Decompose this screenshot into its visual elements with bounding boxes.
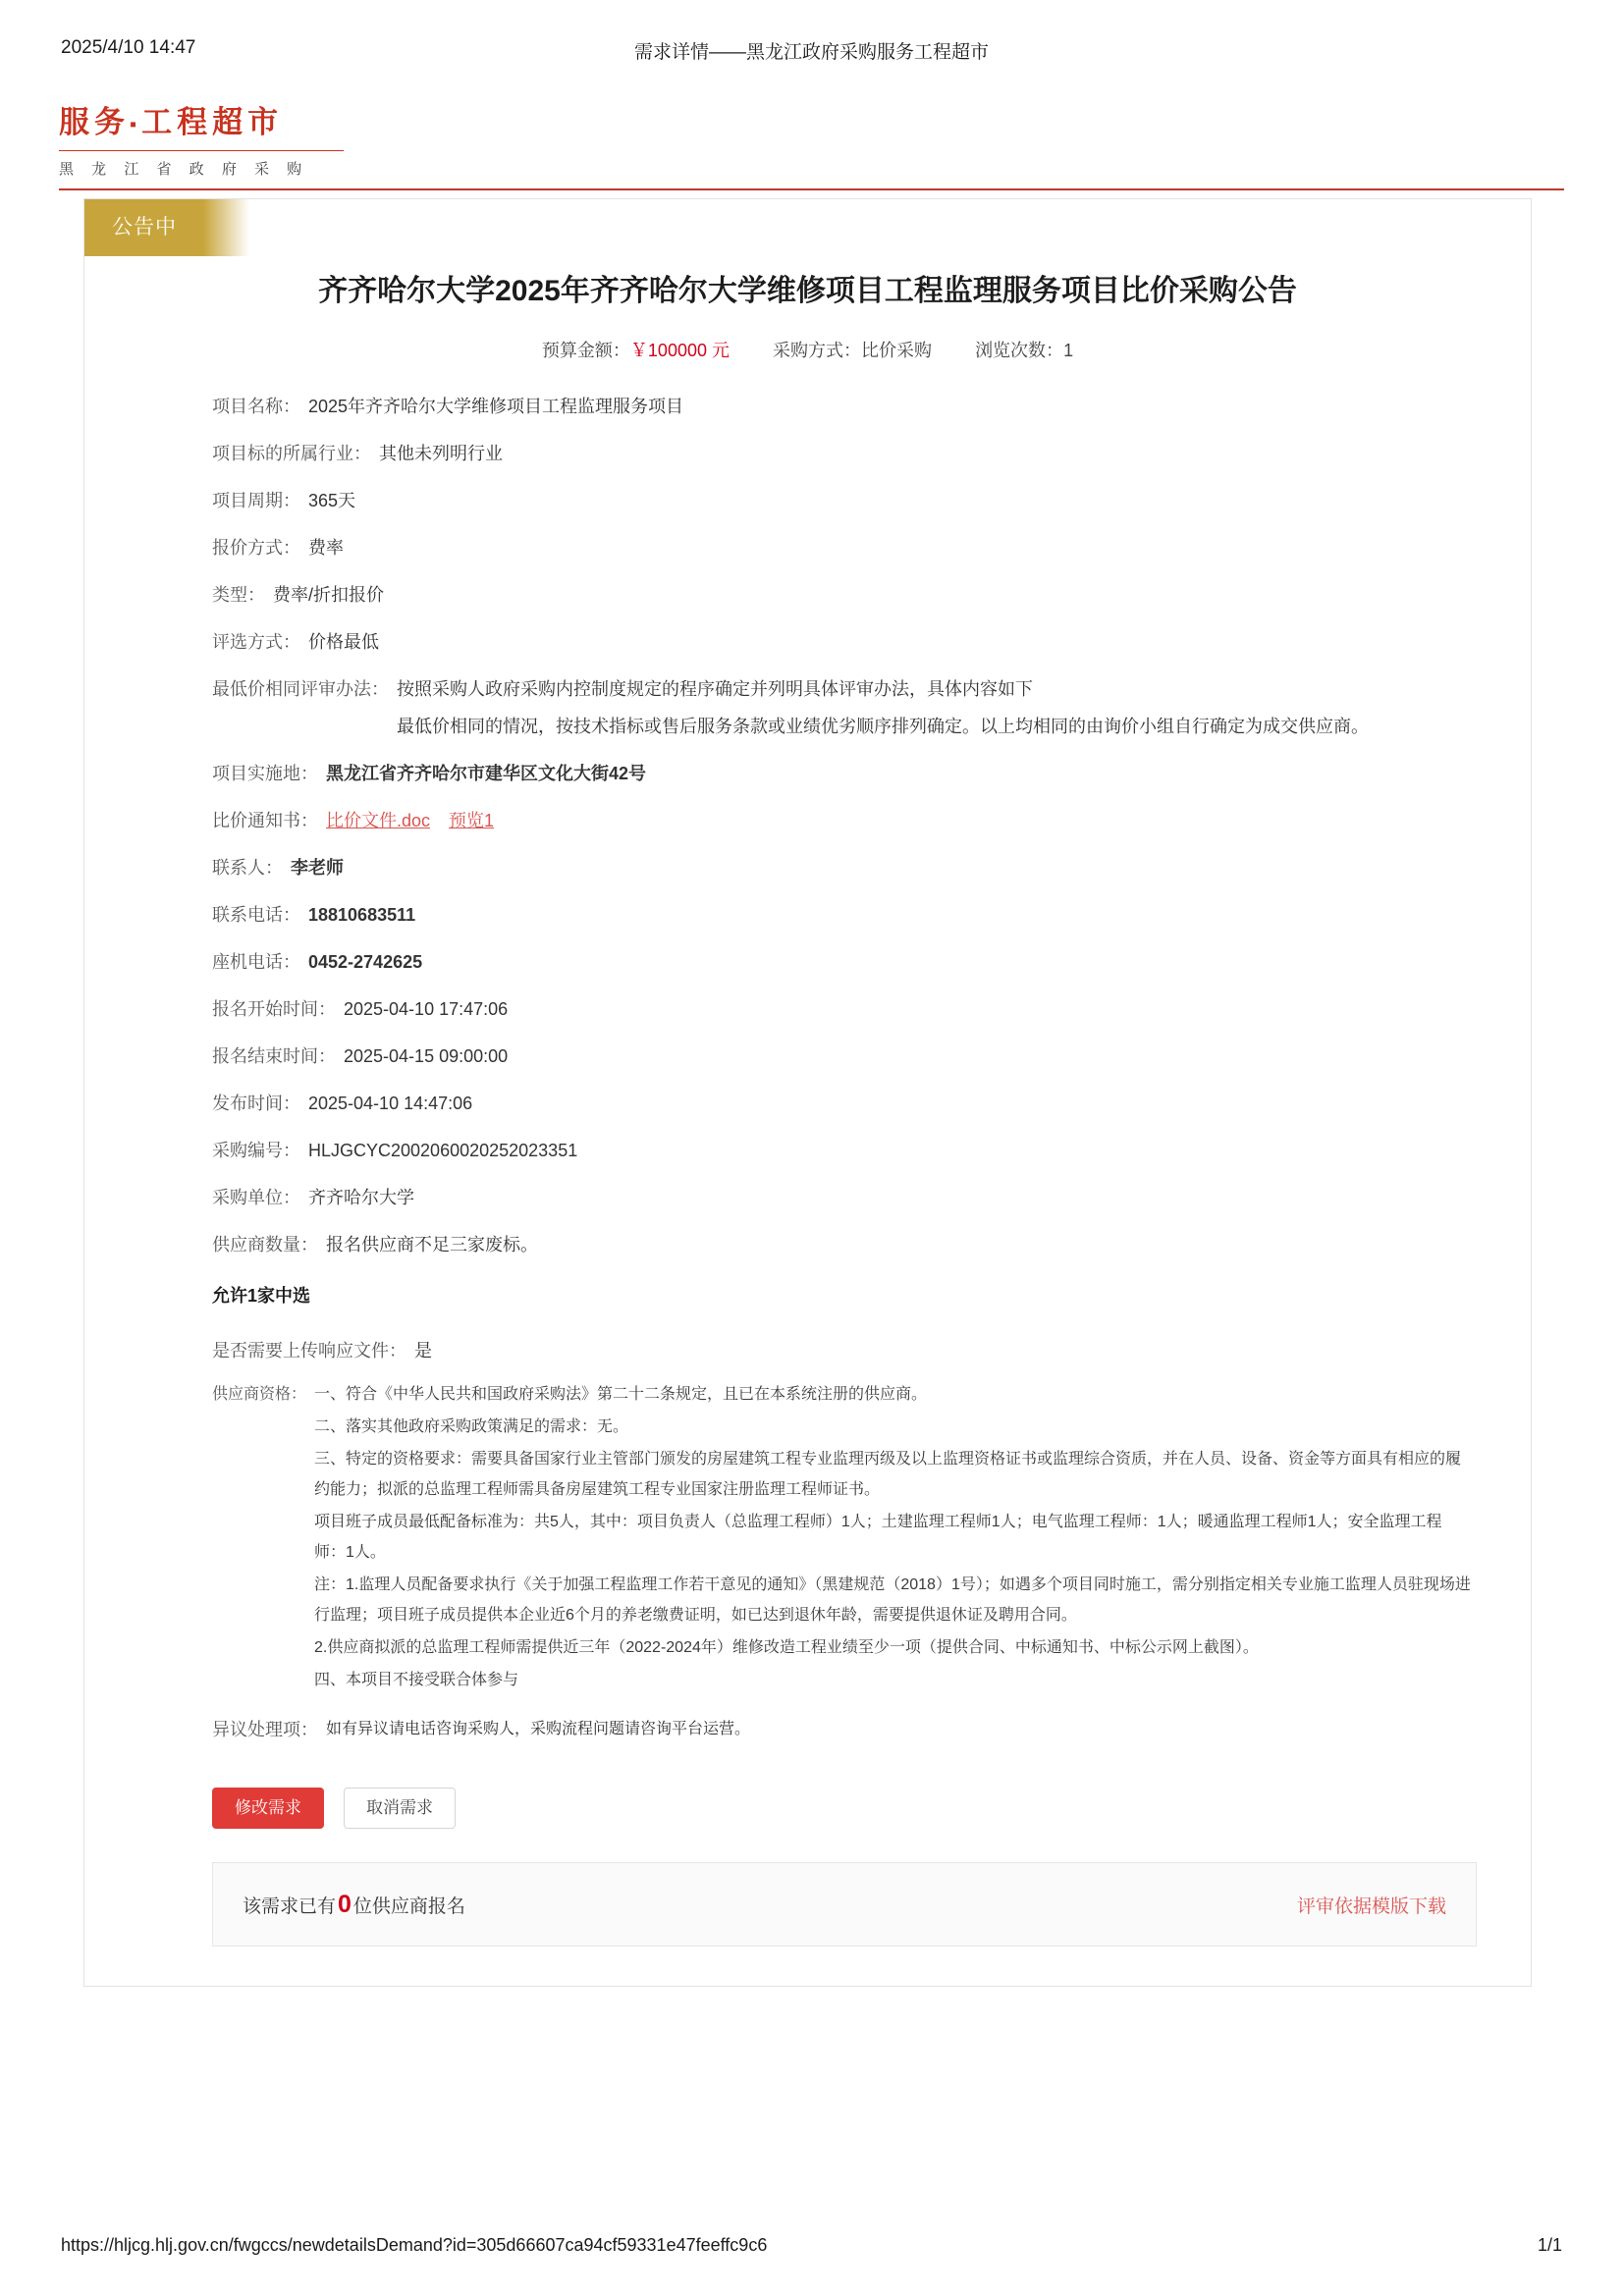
field-label: 类型： bbox=[212, 585, 265, 605]
field-label: 项目名称： bbox=[212, 397, 300, 416]
field-value: 18810683511 bbox=[308, 905, 416, 925]
page-title: 齐齐哈尔大学2025年齐齐哈尔大学维修项目工程监理服务项目比价采购公告 bbox=[318, 275, 1297, 307]
print-title: 需求详情——黑龙江政府采购服务工程超市 bbox=[633, 42, 989, 63]
field-label: 采购单位： bbox=[212, 1188, 300, 1207]
field-label: 评选方式： bbox=[212, 632, 300, 652]
field-value: 黑龙江省齐齐哈尔市建华区文化大街42号 bbox=[326, 764, 647, 783]
field-type bbox=[212, 576, 1472, 614]
field-value: 2025-04-10 14:47:06 bbox=[308, 1094, 473, 1113]
logo-main-text bbox=[59, 103, 363, 144]
field-start-time bbox=[212, 990, 1472, 1028]
field-label: 联系人： bbox=[212, 858, 283, 878]
logo-word-1: 服务 bbox=[59, 105, 130, 139]
field-label: 联系电话： bbox=[212, 905, 300, 925]
print-header bbox=[0, 37, 1623, 61]
field-purchase-no bbox=[212, 1132, 1472, 1169]
views-value: 1 bbox=[1063, 341, 1074, 360]
field-value: HLJGCYC2002060020252023351 bbox=[308, 1141, 578, 1160]
field-industry bbox=[212, 435, 1472, 472]
signup-prefix: 该需求已有 bbox=[243, 1896, 337, 1917]
signup-count: 0 bbox=[338, 1890, 352, 1918]
field-value: 其他未列明行业 bbox=[379, 444, 503, 463]
logo-word-2: 工程超市 bbox=[141, 105, 284, 139]
notice-preview-link[interactable]: 预览1 bbox=[449, 811, 495, 830]
field-label: 项目实施地： bbox=[212, 764, 318, 783]
field-value: 是 bbox=[414, 1341, 432, 1361]
field-value: 费率/折扣报价 bbox=[273, 585, 385, 605]
print-footer bbox=[0, 2235, 1623, 2257]
field-label: 异议处理项： bbox=[212, 1720, 318, 1739]
field-value: 0452-2742625 bbox=[308, 952, 423, 972]
field-label: 报名结束时间： bbox=[212, 1046, 336, 1066]
field-quote-method bbox=[212, 529, 1472, 566]
template-download-link[interactable]: 评审依据模版下载 bbox=[1296, 1896, 1446, 1917]
views-label: 浏览次数： bbox=[975, 341, 1064, 360]
field-need-upload bbox=[212, 1332, 1472, 1369]
field-value: 365天 bbox=[308, 491, 356, 510]
field-objection bbox=[212, 1711, 1472, 1748]
print-date: 2025/4/10 14:47 bbox=[61, 37, 196, 58]
field-label: 座机电话： bbox=[212, 952, 300, 972]
field-label: 是否需要上传响应文件： bbox=[212, 1341, 406, 1361]
edit-demand-button[interactable]: 修改需求 bbox=[212, 1788, 324, 1829]
field-supplier-count bbox=[212, 1226, 1472, 1263]
logo-subtitle: 黑 龙 江 省 政 府 采 购 bbox=[59, 150, 344, 179]
field-label: 供应商资格： bbox=[212, 1386, 307, 1403]
header-divider bbox=[59, 188, 1564, 190]
field-purchase-unit bbox=[212, 1179, 1472, 1216]
signup-summary-panel bbox=[212, 1862, 1477, 1947]
field-publish-time bbox=[212, 1085, 1472, 1122]
action-buttons bbox=[212, 1788, 1531, 1829]
field-value: 齐齐哈尔大学 bbox=[308, 1188, 414, 1207]
qualification-paragraph: 项目班子成员最低配备标准为：共5人，其中：项目负责人（总监理工程师）1人；土建监理工程师1人；电气监理工程师：1人；暖通监理工程师1人；安全监理工程师：1人。 bbox=[314, 1514, 1442, 1561]
field-end-time bbox=[212, 1038, 1472, 1075]
print-page-number: 1/1 bbox=[1537, 2235, 1562, 2255]
field-phone bbox=[212, 896, 1472, 934]
field-label: 发布时间： bbox=[212, 1094, 300, 1113]
qualification-paragraph: 注：1.监理人员配备要求执行《关于加强工程监理工作若干意见的通知》（黑建规范（2018）1号）；如遇多个项目同时施工，需分别指定相关专业施工监理人员驻现场进行监理；项目班子成员提供本企业近6个月的养老缴费证明，如已达到退休年龄，需要提供退休证及聘用合同。 bbox=[314, 1576, 1471, 1624]
announcement-card bbox=[83, 198, 1532, 1987]
field-value: 2025-04-15 09:00:00 bbox=[344, 1046, 509, 1066]
field-label: 报价方式： bbox=[212, 538, 300, 558]
cancel-demand-button[interactable]: 取消需求 bbox=[344, 1788, 456, 1829]
site-logo bbox=[59, 103, 363, 179]
qualification-paragraph: 三、特定的资格要求：需要具备国家行业主管部门颁发的房屋建筑工程专业监理丙级及以上监理资格证书或监理综合资质，并在人员、设备、资金等方面具有相应的履约能力；拟派的总监理工程师需具备房屋建筑工程专业国家注册监理工程师证书。 bbox=[314, 1451, 1462, 1498]
field-value: 价格最低 bbox=[308, 632, 379, 652]
method-label: 采购方式： bbox=[773, 341, 862, 360]
field-value: 报名供应商不足三家废标。 bbox=[326, 1235, 538, 1255]
field-project-name bbox=[212, 388, 1472, 425]
field-value: 2025年齐齐哈尔大学维修项目工程监理服务项目 bbox=[308, 397, 684, 416]
field-qualification bbox=[212, 1379, 1472, 1697]
print-url: https://hljcg.hlj.gov.cn/fwgccs/newdetailsDemand?id=305d66607ca94cf59331e47feeffc9c6 bbox=[61, 2235, 768, 2255]
method-value: 比价采购 bbox=[861, 341, 933, 360]
budget-value: ￥100000 元 bbox=[629, 341, 730, 360]
field-label: 报名开始时间： bbox=[212, 999, 336, 1019]
field-contact bbox=[212, 849, 1472, 886]
field-value: 费率 bbox=[308, 538, 344, 558]
field-place bbox=[212, 755, 1472, 792]
field-period bbox=[212, 482, 1472, 519]
summary-meta bbox=[84, 337, 1531, 362]
qualification-paragraph: 2.供应商拟派的总监理工程师需提供近三年（2022-2024年）维修改造工程业绩至少一项（提供合同、中标通知书、中标公示网上截图）。 bbox=[314, 1639, 1259, 1656]
qualification-paragraph: 四、本项目不接受联合体参与 bbox=[314, 1672, 519, 1688]
detail-fields bbox=[84, 388, 1531, 1748]
status-badge: 公告中 bbox=[84, 199, 249, 256]
qualification-paragraph: 二、落实其他政府采购政策满足的需求：无。 bbox=[314, 1418, 629, 1435]
field-selection-method bbox=[212, 623, 1472, 661]
field-label: 供应商数量： bbox=[212, 1235, 318, 1255]
field-value: 如有异议请电话咨询采购人，采购流程问题请咨询平台运营。 bbox=[326, 1721, 751, 1737]
budget-label: 预算金额： bbox=[541, 341, 630, 360]
field-value: 李老师 bbox=[291, 858, 344, 878]
field-label: 项目标的所属行业： bbox=[212, 444, 371, 463]
signup-suffix: 位供应商报名 bbox=[352, 1896, 465, 1917]
qualification-paragraph: 一、符合《中华人民共和国政府采购法》第二十二条规定，且已在本系统注册的供应商。 bbox=[314, 1386, 928, 1403]
field-lowest-price-rule bbox=[212, 670, 1472, 745]
field-label: 最低价相同评审办法： bbox=[212, 679, 389, 699]
logo-dot-icon: ▪ bbox=[130, 113, 142, 135]
rule-line-2: 最低价相同的情况，按技术指标或售后服务条款或业绩优劣顺序排列确定。以上均相同的由询价小组自行确定为成交供应商。 bbox=[397, 717, 1369, 736]
notice-file-link[interactable]: 比价文件.doc bbox=[326, 811, 431, 830]
signup-count-text bbox=[243, 1891, 465, 1919]
rule-line-1: 按照采购人政府采购内控制度规定的程序确定并列明具体评审办法，具体内容如下 bbox=[397, 679, 1033, 699]
field-label: 项目周期： bbox=[212, 491, 300, 510]
field-label: 比价通知书： bbox=[212, 811, 318, 830]
allow-select-note: 允许1家中选 bbox=[212, 1286, 311, 1306]
field-label: 采购编号： bbox=[212, 1141, 300, 1160]
field-value: 2025-04-10 17:47:06 bbox=[344, 999, 509, 1019]
field-telephone bbox=[212, 943, 1472, 981]
field-notice-file bbox=[212, 802, 1472, 839]
